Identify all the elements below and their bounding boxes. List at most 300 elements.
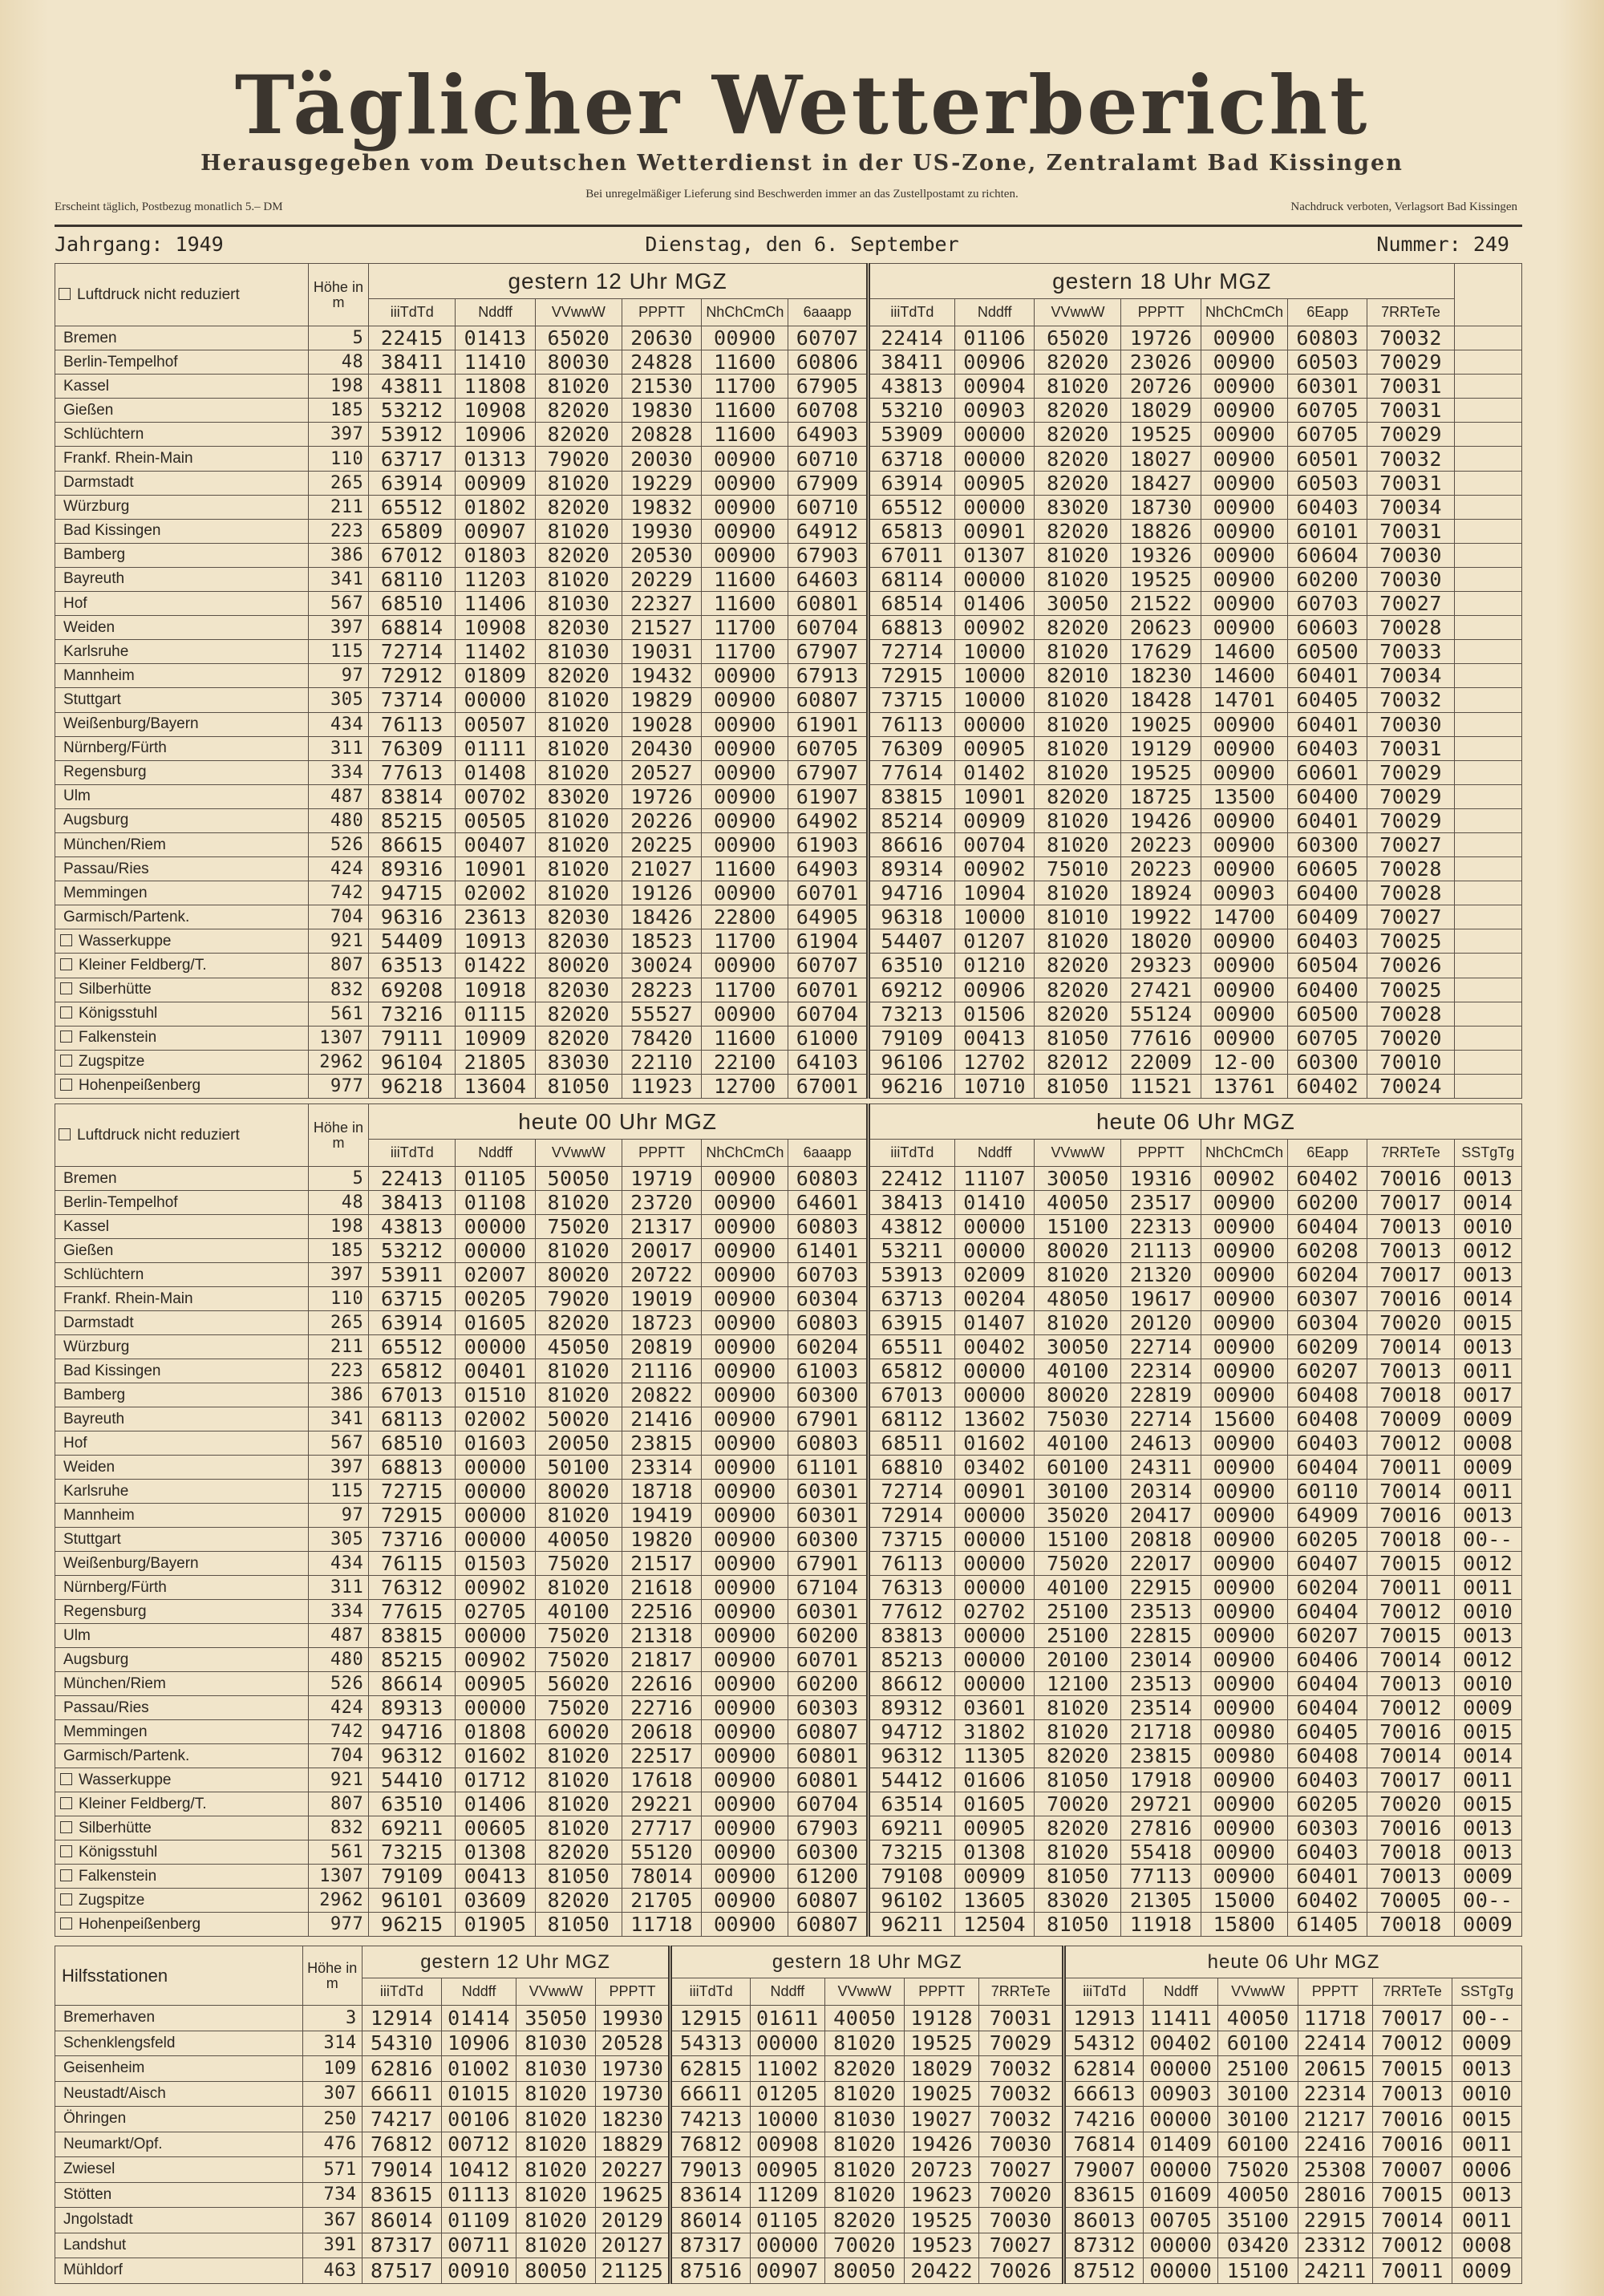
table-row xyxy=(55,1074,1522,1098)
station-label: Hohenpeißenberg xyxy=(79,1077,201,1095)
data-cell: 00000 xyxy=(954,1359,1034,1383)
data-cell: 00000 xyxy=(750,2031,824,2056)
station-height: 832 xyxy=(308,1816,369,1840)
station-height: 198 xyxy=(308,375,369,399)
data-cell: 81020 xyxy=(535,808,622,832)
data-cell: 67001 xyxy=(788,1074,869,1098)
station-height: 807 xyxy=(308,1792,369,1816)
data-cell: 20630 xyxy=(622,326,701,350)
data-cell: 00900 xyxy=(1201,1768,1287,1792)
station-name xyxy=(55,1672,309,1696)
data-cell: 60100 xyxy=(1218,2132,1298,2157)
data-cell: 14701 xyxy=(1201,688,1287,712)
data-cell: 00900 xyxy=(1201,375,1287,399)
data-cell: 63713 xyxy=(868,1287,954,1311)
station-label: Wasserkuppe xyxy=(79,932,172,950)
station-name xyxy=(55,1191,309,1215)
data-cell: 00900 xyxy=(1201,1359,1287,1383)
data-cell: 22616 xyxy=(622,1672,701,1696)
station-height: 211 xyxy=(308,495,369,519)
data-cell: 00000 xyxy=(456,1528,535,1552)
data-cell: 60605 xyxy=(1288,857,1367,881)
station-height: 397 xyxy=(308,1263,369,1287)
data-cell: 01503 xyxy=(456,1552,535,1576)
table-row xyxy=(55,2157,1522,2183)
data-cell: 10918 xyxy=(456,978,535,1002)
data-cell: 03420 xyxy=(1218,2233,1298,2258)
data-cell: 00900 xyxy=(702,1504,788,1528)
data-cell: 01115 xyxy=(456,1002,535,1026)
data-cell: 00000 xyxy=(954,1504,1034,1528)
data-cell: 70014 xyxy=(1367,1744,1454,1768)
data-cell: 81020 xyxy=(1035,640,1121,664)
station-height: 386 xyxy=(308,543,369,567)
data-cell: 60707 xyxy=(788,326,869,350)
data-cell: 70020 xyxy=(1035,1792,1121,1816)
data-cell: 18426 xyxy=(622,905,701,929)
data-cell: 10908 xyxy=(456,399,535,423)
data-cell: 02007 xyxy=(456,1263,535,1287)
data-cell: 20726 xyxy=(1121,375,1201,399)
table-row xyxy=(55,1744,1522,1768)
data-cell: 64603 xyxy=(788,567,869,591)
data-cell: 23514 xyxy=(1121,1696,1201,1720)
table-row xyxy=(55,712,1522,736)
data-cell: 0008 xyxy=(1454,1431,1521,1456)
data-cell: 79109 xyxy=(369,1865,456,1889)
data-cell: 70012 xyxy=(1372,2031,1452,2056)
data-cell: 01105 xyxy=(456,1167,535,1191)
data-cell: 60801 xyxy=(788,1768,869,1792)
data-cell: 67901 xyxy=(788,1407,869,1431)
data-cell: 21517 xyxy=(622,1552,701,1576)
checkbox-icon xyxy=(60,1055,72,1067)
data-cell: 68114 xyxy=(868,567,954,591)
data-cell: 00-- xyxy=(1452,2006,1522,2031)
data-cell: 00000 xyxy=(954,567,1034,591)
data-cell: 81050 xyxy=(535,1913,622,1937)
data-cell: 87317 xyxy=(670,2233,750,2258)
data-cell: 60402 xyxy=(1288,1074,1367,1098)
data-cell: 83814 xyxy=(369,784,456,808)
data-cell: 0017 xyxy=(1454,1383,1521,1407)
data-cell: 00902 xyxy=(954,857,1034,881)
data-cell: 00900 xyxy=(702,688,788,712)
data-cell: 81020 xyxy=(824,2182,904,2208)
data-cell: 67903 xyxy=(788,1816,869,1840)
data-cell: 18723 xyxy=(622,1311,701,1335)
data-cell: 00900 xyxy=(702,1239,788,1263)
data-cell: 00900 xyxy=(1201,1865,1287,1889)
data-cell: 38413 xyxy=(369,1191,456,1215)
station-height: 480 xyxy=(308,1648,369,1672)
data-cell: 65812 xyxy=(868,1359,954,1383)
table-row xyxy=(55,832,1522,856)
table-row xyxy=(55,350,1522,375)
data-cell: 01605 xyxy=(456,1311,535,1335)
data-cell: 0006 xyxy=(1452,2157,1522,2183)
data-cell: 67012 xyxy=(369,543,456,567)
station-name xyxy=(55,1287,309,1311)
group-today-06: heute 06 Uhr MGZ xyxy=(868,1104,1521,1140)
data-cell: 00980 xyxy=(1201,1720,1287,1744)
data-cell: 00900 xyxy=(1201,326,1287,350)
data-cell: 00903 xyxy=(1201,881,1287,905)
data-cell: 69211 xyxy=(868,1816,954,1840)
data-cell: 72912 xyxy=(369,664,456,688)
data-cell: 96318 xyxy=(868,905,954,929)
data-cell: 19426 xyxy=(1121,808,1201,832)
data-cell: 01105 xyxy=(750,2208,824,2233)
data-cell: 70031 xyxy=(1367,471,1454,495)
data-cell: 20417 xyxy=(1121,1504,1201,1528)
data-cell: 70031 xyxy=(979,2006,1064,2031)
data-cell: 24828 xyxy=(622,350,701,375)
data-cell: 73216 xyxy=(369,1002,456,1026)
data-cell: 70031 xyxy=(1367,399,1454,423)
station-label: Regensburg xyxy=(63,1602,147,1620)
data-cell: 70027 xyxy=(1367,592,1454,616)
data-cell: 11718 xyxy=(1298,2006,1372,2031)
column-header: SSTgTg xyxy=(1452,1978,1522,2006)
station-label: Bayreuth xyxy=(63,570,125,588)
data-cell: 03609 xyxy=(456,1889,535,1913)
data-cell: 21527 xyxy=(622,616,701,640)
table-row xyxy=(55,447,1522,471)
data-cell: 68514 xyxy=(868,592,954,616)
data-cell: 00900 xyxy=(1201,1840,1287,1865)
data-cell: 64912 xyxy=(788,519,869,543)
data-cell: 00900 xyxy=(702,1840,788,1865)
data-cell: 81020 xyxy=(1035,1720,1121,1744)
data-cell: 00900 xyxy=(1201,1239,1287,1263)
table-row xyxy=(55,2081,1522,2107)
station-name xyxy=(55,1431,309,1456)
blank-cell xyxy=(1454,712,1521,736)
data-cell: 60504 xyxy=(1288,954,1367,978)
data-cell: 19525 xyxy=(1121,760,1201,784)
data-cell: 01803 xyxy=(456,543,535,567)
station-label: Kassel xyxy=(63,1217,110,1235)
data-cell: 60307 xyxy=(1288,1287,1367,1311)
station-height: 397 xyxy=(308,1456,369,1480)
data-cell: 70030 xyxy=(979,2208,1064,2233)
data-cell: 00900 xyxy=(1201,567,1287,591)
table-row xyxy=(55,881,1522,905)
data-cell: 00900 xyxy=(702,1263,788,1287)
data-cell: 96218 xyxy=(369,1074,456,1098)
data-cell: 18829 xyxy=(596,2132,670,2157)
data-cell: 20828 xyxy=(622,423,701,447)
table-row xyxy=(55,1504,1522,1528)
station-name xyxy=(55,2233,303,2258)
data-cell: 83614 xyxy=(670,2182,750,2208)
data-cell: 00900 xyxy=(1201,1456,1287,1480)
station-name xyxy=(55,350,309,375)
data-cell: 70020 xyxy=(1367,1792,1454,1816)
station-label: Silberhütte xyxy=(79,1819,152,1836)
data-cell: 00000 xyxy=(1144,2258,1218,2284)
data-cell: 73215 xyxy=(868,1840,954,1865)
data-cell: 82020 xyxy=(535,495,622,519)
data-cell: 00900 xyxy=(702,1480,788,1504)
table-row xyxy=(55,616,1522,640)
data-cell: 30050 xyxy=(1035,1335,1121,1359)
column-header: PPPTT xyxy=(1121,1140,1201,1167)
data-cell: 78420 xyxy=(622,1026,701,1050)
table-row xyxy=(55,736,1522,760)
data-cell: 60204 xyxy=(1288,1576,1367,1600)
data-cell: 82020 xyxy=(535,423,622,447)
data-cell: 01002 xyxy=(442,2056,516,2082)
aux-label: Hilfsstationen xyxy=(55,1946,303,2006)
column-header: PPPTT xyxy=(622,1140,701,1167)
data-cell: 13605 xyxy=(954,1889,1034,1913)
data-cell: 00900 xyxy=(1201,1335,1287,1359)
data-cell: 20530 xyxy=(622,543,701,567)
data-cell: 19830 xyxy=(622,399,701,423)
station-name xyxy=(55,1600,309,1624)
data-cell: 80020 xyxy=(1035,1383,1121,1407)
data-cell: 87512 xyxy=(1064,2258,1144,2284)
data-cell: 70014 xyxy=(1367,1335,1454,1359)
table-row xyxy=(55,1311,1522,1335)
station-height: 97 xyxy=(308,1504,369,1528)
blank-cell xyxy=(1454,326,1521,350)
table-row xyxy=(55,664,1522,688)
data-cell: 60408 xyxy=(1288,1383,1367,1407)
data-cell: 65020 xyxy=(535,326,622,350)
data-cell: 82020 xyxy=(535,1311,622,1335)
data-cell: 19726 xyxy=(1121,326,1201,350)
station-label: Weißenburg/Bayern xyxy=(63,1554,199,1572)
station-label: Bremen xyxy=(63,329,117,346)
data-cell: 20818 xyxy=(1121,1528,1201,1552)
data-cell: 21522 xyxy=(1121,592,1201,616)
column-header: Nddff xyxy=(954,299,1034,326)
data-cell: 0014 xyxy=(1454,1744,1521,1768)
data-cell: 60207 xyxy=(1288,1624,1367,1648)
data-cell: 83030 xyxy=(535,1050,622,1074)
data-cell: 00903 xyxy=(954,399,1034,423)
data-cell: 67104 xyxy=(788,1576,869,1600)
station-height: 386 xyxy=(308,1383,369,1407)
table-row xyxy=(55,1359,1522,1383)
data-cell: 00910 xyxy=(442,2258,516,2284)
data-cell: 19025 xyxy=(905,2081,979,2107)
station-label: Geisenheim xyxy=(63,2059,145,2077)
data-cell: 20723 xyxy=(905,2157,979,2183)
station-name xyxy=(55,712,309,736)
data-cell: 01905 xyxy=(456,1913,535,1937)
data-cell: 70009 xyxy=(1367,1407,1454,1431)
station-label: München/Riem xyxy=(63,836,166,853)
group-yesterday-12: gestern 12 Uhr MGZ xyxy=(369,264,869,299)
blank-cell xyxy=(1454,640,1521,664)
table-row xyxy=(55,857,1522,881)
table-row xyxy=(55,592,1522,616)
data-cell: 22110 xyxy=(622,1050,701,1074)
data-cell: 70015 xyxy=(1367,1624,1454,1648)
station-name xyxy=(55,640,309,664)
data-cell: 00909 xyxy=(954,1865,1034,1889)
data-cell: 62814 xyxy=(1064,2056,1144,2082)
data-cell: 0011 xyxy=(1454,1576,1521,1600)
station-name xyxy=(55,929,309,954)
data-cell: 60807 xyxy=(788,1913,869,1937)
data-cell: 20430 xyxy=(622,736,701,760)
data-cell: 60407 xyxy=(1288,1552,1367,1576)
column-header: VVwwW xyxy=(1035,299,1121,326)
data-cell: 83020 xyxy=(535,784,622,808)
data-cell: 63914 xyxy=(369,1311,456,1335)
station-height: 5 xyxy=(308,1167,369,1191)
table-row xyxy=(55,1913,1522,1937)
data-cell: 19930 xyxy=(622,519,701,543)
data-cell: 19419 xyxy=(622,1504,701,1528)
data-cell: 00900 xyxy=(1201,1816,1287,1840)
data-cell: 60803 xyxy=(788,1215,869,1239)
table-row xyxy=(55,1480,1522,1504)
table-row xyxy=(55,1167,1522,1191)
data-cell: 22516 xyxy=(622,1600,701,1624)
station-label: Schenklengsfeld xyxy=(63,2034,176,2051)
data-cell: 60404 xyxy=(1288,1456,1367,1480)
data-cell: 00906 xyxy=(954,978,1034,1002)
station-label: Ulm xyxy=(63,1626,91,1644)
table-row xyxy=(55,326,1522,350)
data-cell: 01210 xyxy=(954,954,1034,978)
column-header: PPPTT xyxy=(622,299,701,326)
data-cell: 11808 xyxy=(456,375,535,399)
data-cell: 11600 xyxy=(702,592,788,616)
data-cell: 01802 xyxy=(456,495,535,519)
data-cell: 56020 xyxy=(535,1672,622,1696)
table-row xyxy=(55,567,1522,591)
data-cell: 01413 xyxy=(456,326,535,350)
data-cell: 0010 xyxy=(1454,1215,1521,1239)
data-cell: 86014 xyxy=(362,2208,441,2233)
data-cell: 81030 xyxy=(824,2107,904,2132)
data-cell: 00900 xyxy=(702,543,788,567)
blank-cell xyxy=(1454,399,1521,423)
data-cell: 70026 xyxy=(1367,954,1454,978)
table-row xyxy=(55,495,1522,519)
data-cell: 70030 xyxy=(1367,543,1454,567)
data-cell: 70020 xyxy=(824,2233,904,2258)
table-row xyxy=(55,1696,1522,1720)
data-cell: 82012 xyxy=(1035,1050,1121,1074)
data-cell: 10000 xyxy=(954,688,1034,712)
data-cell: 00907 xyxy=(750,2258,824,2284)
data-cell: 10906 xyxy=(442,2031,516,2056)
data-cell: 00900 xyxy=(702,1528,788,1552)
checkbox-icon xyxy=(60,1006,72,1018)
data-cell: 01406 xyxy=(954,592,1034,616)
station-height: 977 xyxy=(308,1074,369,1098)
data-cell: 70032 xyxy=(979,2081,1064,2107)
station-height: 115 xyxy=(308,1480,369,1504)
data-cell: 64909 xyxy=(1288,1504,1367,1528)
data-cell: 60705 xyxy=(1288,399,1367,423)
data-cell: 81020 xyxy=(535,857,622,881)
data-cell: 00900 xyxy=(702,495,788,519)
table-row xyxy=(55,1720,1522,1744)
station-height: 185 xyxy=(308,1239,369,1263)
data-cell: 18029 xyxy=(1121,399,1201,423)
data-cell: 19525 xyxy=(1121,423,1201,447)
data-cell: 83020 xyxy=(1035,495,1121,519)
table-row xyxy=(55,1792,1522,1816)
data-cell: 00900 xyxy=(702,447,788,471)
data-cell: 60405 xyxy=(1288,688,1367,712)
blank-cell xyxy=(1454,808,1521,832)
data-cell: 23815 xyxy=(1121,1744,1201,1768)
data-cell: 12702 xyxy=(954,1050,1034,1074)
data-cell: 77612 xyxy=(868,1600,954,1624)
data-cell: 22915 xyxy=(1121,1576,1201,1600)
data-cell: 96101 xyxy=(369,1889,456,1913)
data-cell: 67907 xyxy=(788,760,869,784)
data-cell: 82030 xyxy=(535,905,622,929)
data-cell: 10000 xyxy=(750,2107,824,2132)
data-cell: 18230 xyxy=(1121,664,1201,688)
data-cell: 01712 xyxy=(456,1768,535,1792)
data-cell: 70013 xyxy=(1367,1215,1454,1239)
data-cell: 81020 xyxy=(535,567,622,591)
data-cell: 0015 xyxy=(1454,1720,1521,1744)
station-label: Nürnberg/Fürth xyxy=(63,739,167,757)
data-cell: 53212 xyxy=(369,1239,456,1263)
data-cell: 70024 xyxy=(1367,1074,1454,1098)
data-cell: 75020 xyxy=(1035,1552,1121,1576)
data-cell: 00900 xyxy=(702,664,788,688)
data-cell: 00402 xyxy=(1144,2031,1218,2056)
data-cell: 70016 xyxy=(1367,1287,1454,1311)
data-cell: 14700 xyxy=(1201,905,1287,929)
column-header: 7RRTeTe xyxy=(1367,299,1454,326)
data-cell: 21530 xyxy=(622,375,701,399)
data-cell: 0009 xyxy=(1454,1913,1521,1937)
data-cell: 69212 xyxy=(868,978,954,1002)
station-label: Neumarkt/Opf. xyxy=(63,2135,163,2152)
data-cell: 81050 xyxy=(1035,1026,1121,1050)
data-cell: 00900 xyxy=(702,1215,788,1239)
data-cell: 19930 xyxy=(596,2006,670,2031)
data-cell: 81020 xyxy=(535,688,622,712)
table-row xyxy=(55,1191,1522,1215)
data-cell: 70012 xyxy=(1372,2233,1452,2258)
data-cell: 80020 xyxy=(1035,1239,1121,1263)
data-cell: 72715 xyxy=(369,1480,456,1504)
data-cell: 14600 xyxy=(1201,664,1287,688)
data-cell: 18428 xyxy=(1121,688,1201,712)
data-cell: 81020 xyxy=(1035,543,1121,567)
station-name xyxy=(55,857,309,881)
station-name xyxy=(55,1816,309,1840)
station-height: 1307 xyxy=(308,1026,369,1050)
station-label: Hof xyxy=(63,1434,87,1452)
station-name xyxy=(55,664,309,688)
station-label: Bayreuth xyxy=(63,1410,125,1427)
data-cell: 01611 xyxy=(750,2006,824,2031)
data-cell: 67011 xyxy=(868,543,954,567)
blank-cell xyxy=(1454,471,1521,495)
station-name xyxy=(55,978,309,1002)
data-cell: 70025 xyxy=(1367,978,1454,1002)
data-cell: 38413 xyxy=(868,1191,954,1215)
station-height: 561 xyxy=(308,1840,369,1865)
